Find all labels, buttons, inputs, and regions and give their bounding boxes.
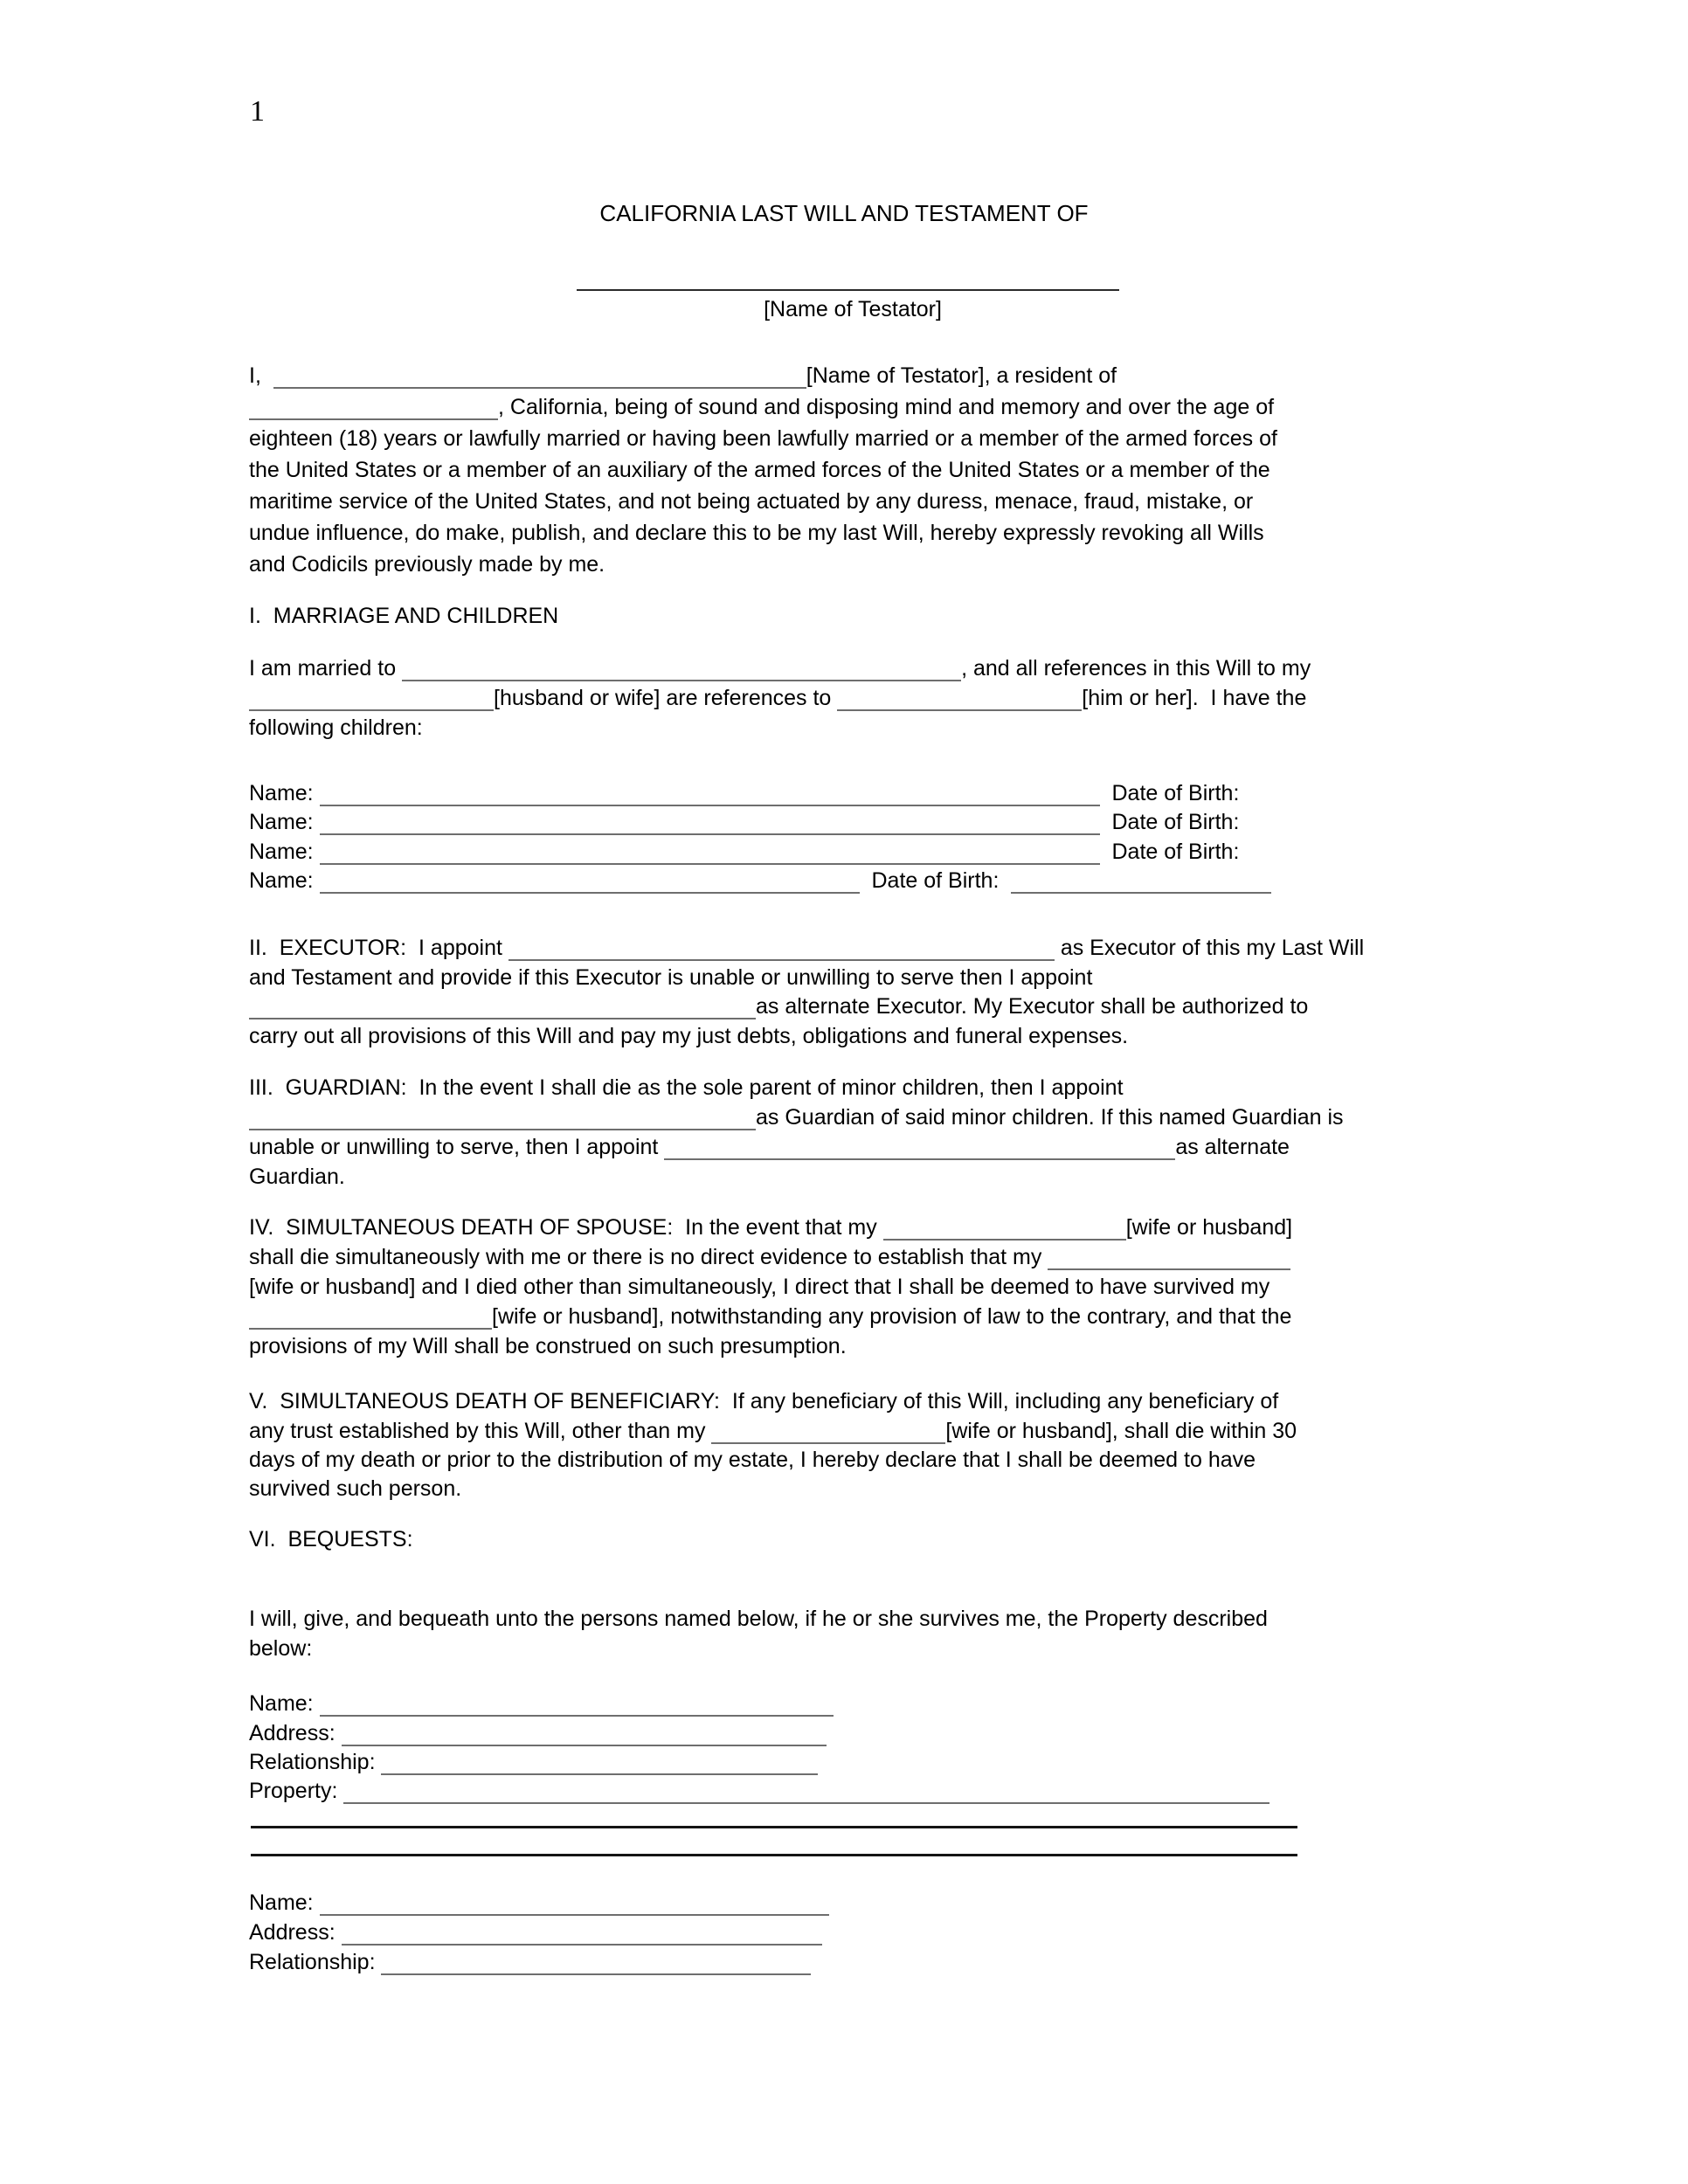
opening-line (249, 487, 1253, 516)
bequests-intro-line (249, 1604, 1268, 1634)
bequests-intro-line (249, 1634, 312, 1663)
beneficiary-row (249, 1918, 822, 1947)
text-run: Property: (249, 1779, 344, 1803)
text-run: days of my death or prior to the distribution of my estate, I hereby declare that I shall be deemed to have (249, 1448, 1256, 1472)
child-name-field (320, 833, 1100, 835)
text-run: [wife or husband] (1125, 1215, 1293, 1240)
text-run: below: (249, 1636, 313, 1661)
text-run: Name: (249, 1691, 320, 1716)
executor-line (249, 1021, 1128, 1051)
text-run: as Executor of this my Last Will (1054, 936, 1365, 960)
guardian-line (249, 1073, 1124, 1102)
text-run: the United States or a member of an auxiliary of the armed forces of the United States or a member of the (249, 458, 1270, 482)
text-run: and Testament and provide if this Executor is unable or unwilling to serve then I appoint (249, 965, 1093, 990)
guardian-line (249, 1162, 345, 1192)
text-run: as alternate (1175, 1135, 1290, 1159)
text-run: [Name of Testator], a resident of (806, 363, 1117, 388)
spouse-death-line (249, 1213, 1292, 1242)
beneficiary-address-field (342, 1944, 822, 1946)
executor-line (249, 933, 1364, 963)
alternate-guardian-field (664, 1158, 1175, 1160)
child-name-field (320, 805, 1100, 806)
text-run: Date of Birth: (1099, 810, 1240, 834)
text-run: [wife or husband], shall die within 30 (945, 1419, 1297, 1443)
text-run: carry out all provisions of this Will and pay my just debts, obligations and funeral expenses. (249, 1024, 1129, 1048)
spouse-ref-field (1048, 1268, 1290, 1270)
property-continuation-line (251, 1826, 1297, 1828)
text-run: Relationship: (249, 1750, 382, 1774)
text-run: Name: (249, 840, 320, 864)
beneficiary-row (249, 1776, 1269, 1806)
text-run: undue influence, do make, publish, and declare this to be my last Will, hereby expressly revoking all Wills (249, 521, 1264, 545)
text-run: as alternate Executor. My Executor shall be authorized to (756, 994, 1309, 1019)
text-run: Relationship: (249, 1950, 382, 1974)
executor-line (249, 963, 1092, 992)
opening-line (249, 518, 1264, 548)
text-run: survived such person. (249, 1476, 462, 1501)
text-run: I, (249, 363, 273, 388)
testator-caption: [Name of Testator] (764, 297, 942, 321)
opening-line (249, 424, 1277, 453)
child-row (249, 866, 1271, 895)
property-continuation-line (251, 1854, 1297, 1856)
text-run: Date of Birth: (1099, 840, 1240, 864)
beneficiary-row (249, 1718, 827, 1748)
text-run: I am married to (249, 656, 403, 681)
spouse-death-line (249, 1242, 1290, 1272)
text-run: , California, being of sound and disposing mind and memory and over the age of (498, 395, 1275, 419)
text-run: Name: (249, 781, 320, 805)
opening-line (249, 549, 605, 579)
text-run: I will, give, and bequeath unto the persons named below, if he or she survives me, the Property described (249, 1607, 1268, 1631)
spouse-ref-field (883, 1239, 1126, 1241)
beneficiary-row (249, 1947, 811, 1977)
executor-name-field (508, 959, 1055, 961)
child-row (249, 778, 1239, 808)
text-run: , and all references in this Will to my (961, 656, 1311, 681)
beneficiary-row (249, 1747, 818, 1777)
text-run: unable or unwilling to serve, then I appoint (249, 1135, 665, 1159)
testator-name-field (273, 387, 806, 389)
residence-field (249, 418, 498, 420)
text-run: II. EXECUTOR: I appoint (249, 936, 508, 960)
section-heading (249, 601, 558, 631)
spouse-ref-field (249, 1328, 492, 1330)
beneficiary-relationship-field (381, 1773, 818, 1775)
property-description-field (343, 1802, 1269, 1804)
text-run: eighteen (18) years or lawfully married or having been lawfully married or a member of the armed forces of (249, 426, 1277, 451)
text-run: [wife or husband], notwithstanding any provision of law to the contrary, and that the (492, 1304, 1292, 1329)
opening-line (249, 392, 1274, 422)
text-run: Date of Birth: (859, 868, 1012, 893)
testator-name-rule (577, 289, 1119, 291)
marriage-line (249, 653, 1311, 683)
child-row (249, 807, 1239, 837)
child-row (249, 837, 1239, 867)
spouse-ref-field (711, 1442, 945, 1444)
beneficiary-row (249, 1888, 829, 1918)
text-run: VI. BEQUESTS: (249, 1527, 413, 1552)
text-run: [wife or husband] and I died other than simultaneously, I direct that I shall be deemed to have survived my (249, 1275, 1270, 1299)
beneficiary-relationship-field (381, 1973, 811, 1975)
beneficiary-name-field (320, 1914, 829, 1916)
text-run: Name: (249, 868, 320, 893)
text-run: and Codicils previously made by me. (249, 552, 605, 577)
spouse-death-line (249, 1302, 1291, 1331)
text-run: shall die simultaneously with me or there is no direct evidence to establish that my (249, 1245, 1048, 1269)
executor-line (249, 992, 1308, 1021)
text-run: as Guardian of said minor children. If this named Guardian is (756, 1105, 1344, 1130)
text-run: Date of Birth: (1099, 781, 1240, 805)
text-run: maritime service of the United States, and not being actuated by any duress, menace, fraud, mistake, or (249, 489, 1254, 514)
guardian-line (249, 1132, 1290, 1162)
text-run: provisions of my Will shall be construed on such presumption. (249, 1334, 847, 1358)
beneficiary-death-line (249, 1416, 1297, 1446)
text-run: Name: (249, 1890, 320, 1915)
husband-or-wife-field (249, 709, 494, 711)
text-run: Name: (249, 810, 320, 834)
text-run: Address: (249, 1721, 342, 1745)
beneficiary-death-line (249, 1474, 461, 1503)
child-name-field (320, 892, 860, 894)
text-run: any trust established by this Will, other than my (249, 1419, 712, 1443)
child-dob-field (1011, 892, 1271, 894)
text-run: I. MARRIAGE AND CHILDREN (249, 604, 559, 628)
spouse-death-line (249, 1331, 847, 1361)
document-title: CALIFORNIA LAST WILL AND TESTAMENT OF (599, 200, 1089, 226)
guardian-name-field (249, 1129, 756, 1130)
text-run: III. GUARDIAN: In the event I shall die as the sole parent of minor children, then I appoint (249, 1075, 1124, 1100)
spouse-name-field (402, 680, 961, 681)
marriage-line (249, 683, 1306, 713)
marriage-line (249, 713, 423, 743)
beneficiary-name-field (320, 1715, 834, 1717)
text-run: [husband or wife] are references to (494, 686, 838, 710)
text-run: Guardian. (249, 1165, 345, 1189)
child-name-field (320, 863, 1100, 865)
section-heading (249, 1524, 413, 1554)
opening-line (249, 455, 1270, 485)
text-run: IV. SIMULTANEOUS DEATH OF SPOUSE: In the event that my (249, 1215, 883, 1240)
him-or-her-field (837, 709, 1082, 711)
text-run: [him or her]. I have the (1082, 686, 1307, 710)
text-run: Address: (249, 1920, 342, 1945)
beneficiary-death-line (249, 1386, 1278, 1416)
text-run: V. SIMULTANEOUS DEATH OF BENEFICIARY: If any beneficiary of this Will, including any beneficiary of (249, 1389, 1279, 1413)
beneficiary-death-line (249, 1445, 1256, 1475)
text-run: following children: (249, 715, 423, 740)
opening-line (249, 361, 1117, 390)
page-number: 1 (250, 95, 265, 128)
alternate-executor-field (249, 1018, 756, 1019)
guardian-line (249, 1102, 1344, 1132)
beneficiary-address-field (342, 1745, 827, 1746)
beneficiary-row (249, 1689, 834, 1718)
spouse-death-line (249, 1272, 1269, 1302)
